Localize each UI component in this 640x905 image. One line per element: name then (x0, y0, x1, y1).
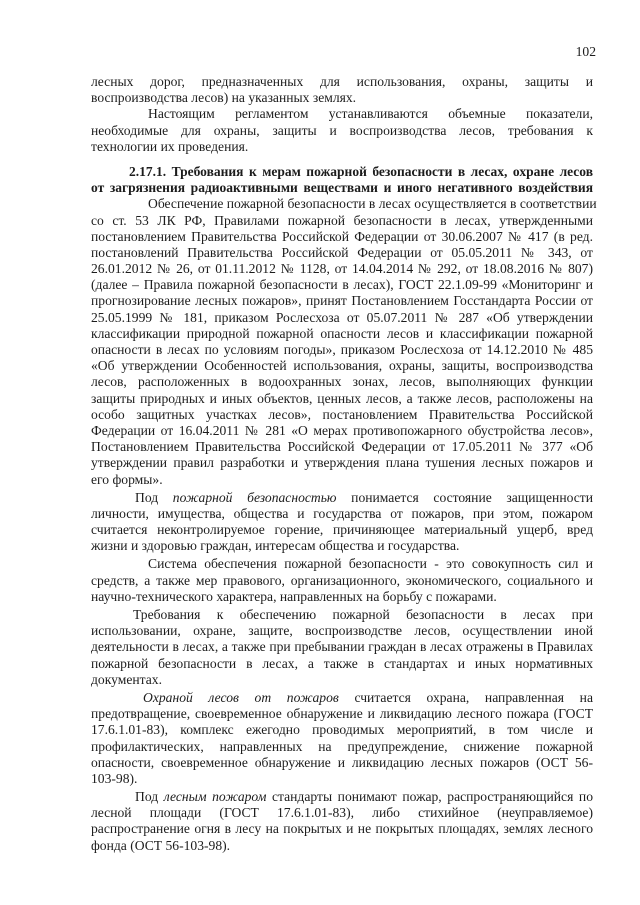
text-line: Федерации от 16.04.2011 № 281 «О мерах противопожарного обустройства лесов», (91, 422, 593, 438)
text-line: опасности, своевременное обнаружение и ликвидацию лесных пожаров (ОСТ 56- (91, 754, 593, 770)
defined-term: пожарной безопасностью (172, 489, 337, 505)
paragraph (91, 196, 597, 487)
text-line (91, 690, 593, 706)
paragraph (91, 690, 593, 787)
paragraph (91, 607, 593, 688)
paragraph (91, 556, 593, 605)
page-body (91, 74, 597, 854)
text-line: предотвращение, своевременное обнаружение и ликвидацию лесного пожара (ГОСТ (91, 706, 593, 722)
text-line: деятельности в лесах, а также при пребывании граждан в лесах отражены в Правилах (91, 639, 593, 655)
text-line: необходимые для охраны, защиты и воспроизводства лесов, требования к (91, 122, 593, 138)
heading-line: 2.17.1. Требования к мерам пожарной безопасности в лесах, охране лесов (129, 163, 593, 179)
text-run: стандарты понимают пожар, распространяющийся по (266, 789, 593, 805)
text-line: постановлений Правительства Российской Федерации от 05.05.2011 № 343, от (91, 244, 593, 260)
heading-line: от загрязнения радиоактивными веществами и иного негативного воздействия (91, 180, 593, 196)
text-line: прогнозирование лесных пожаров», принят Постановлением Госстандарта России от (91, 293, 593, 309)
text-line: 25.05.1999 № 181, приказом Рослесхоза от 05.07.2011 № 287 «Об утверждении (91, 309, 593, 325)
text-line: «Об утверждении Особенностей использования, охраны, защиты, воспроизводства (91, 358, 593, 374)
text-line: средств, а также мер правового, организационного, экономического, социального и (91, 572, 593, 588)
text-line: фонда (ОСТ 56-103-98). (91, 837, 231, 853)
text-line: пожарной безопасности в лесах, а также в стандартах и иных нормативных (91, 655, 593, 671)
text-line: защиты природных и иных объектов, ценных лесов, а также лесов, расположены на (91, 390, 593, 406)
text-run: понимается состояние защищенности (336, 489, 593, 505)
text-line: классификации природной пожарной опасности лесов и классификации пожарной (91, 325, 593, 341)
page-number: 102 (575, 44, 596, 59)
text-line: жизни и здоровью граждан, интересам общества и государства. (91, 538, 460, 554)
text-line: документах. (91, 671, 162, 687)
text-line: (далее – Правила пожарной безопасности в лесах), ГОСТ 22.1.09-99 «Мониторинг и (91, 277, 593, 293)
defined-term: Охраной лесов от пожаров (143, 689, 339, 705)
paragraph (91, 490, 593, 555)
text-line: утверждении правил разработки и утверждения плана тушения лесных пожаров и (91, 455, 593, 471)
text-line: опасности в лесах по условиям погоды», приказом Рослесхоза от 14.12.2010 № 485 (91, 342, 593, 357)
text-line: считается неконтролируемое горение, причиняющее материальный ущерб, вред (91, 522, 593, 538)
text-line: технологии их проведения. (91, 138, 249, 154)
text-line: научно-технического характера, направленных на борьбу с пожарами. (91, 588, 497, 604)
paragraph (91, 74, 593, 106)
text-line: 17.6.1.01-83), комплекс ежегодно проводимых мероприятий, в том числе и (91, 722, 593, 738)
text-line: 26.01.2012 № 26, от 01.11.2012 № 1128, от 14.04.2014 № 292, от 18.08.2016 № 807) (91, 261, 593, 277)
text-run: считается охрана, направленная на (338, 689, 593, 705)
text-line: лесных дорог, предназначенных для использования, охраны, защиты и (91, 74, 593, 89)
text-line: его формы». (91, 471, 163, 487)
text-line: 103-98). (91, 770, 138, 786)
text-line: со ст. 53 ЛК РФ, Правилами пожарной безопасности в лесах, утвержденными (91, 212, 593, 228)
paragraph (91, 789, 593, 854)
defined-term: лесным пожаром (163, 789, 267, 805)
text-line: воспроизводства лесов) на указанных землях. (91, 90, 357, 106)
text-run: Под (135, 489, 173, 505)
text-line: профилактических, направленных на предупреждение, снижение пожарной (91, 738, 593, 754)
paragraph (91, 106, 593, 155)
text-line (91, 789, 593, 805)
text-line: Постановлением Правительства Российской Федерации от 17.05.2011 № 377 «Об (91, 439, 593, 455)
text-line: постановлением Правительства Российской Федерации от 30.06.2007 № 417 (в ред. (91, 228, 593, 244)
text-line: Обеспечение пожарной безопасности в лесах осуществляется в соответствии (148, 196, 597, 212)
text-line: Настоящим регламентом устанавливаются объемные показатели, (148, 106, 593, 122)
section-heading (91, 164, 593, 196)
text-line: лесов, расположенных в водоохранных зонах, лесов, выполняющих функции (91, 374, 593, 390)
text-line: личности, имущества, общества и государства от пожаров, при этом, пожаром (91, 505, 593, 521)
text-run: Под (135, 789, 164, 805)
text-line (91, 490, 593, 506)
text-line: распространение огня в лесу на покрытых и не покрытых площадях, землях лесного (91, 821, 593, 837)
text-line: лесной площади (ГОСТ 17.6.1.01-83), либо стихийное (неуправляемое) (91, 805, 593, 821)
text-line: особо защитных участках лесов», постановлением Правительства Российской (91, 406, 593, 422)
text-line: использовании, охране, защите, воспроизводстве лесов, осуществлении иной (91, 623, 593, 639)
text-line: Требования к обеспечению пожарной безопасности в лесах при (133, 607, 593, 622)
text-line: Система обеспечения пожарной безопасности - это совокупность сил и (148, 556, 593, 572)
